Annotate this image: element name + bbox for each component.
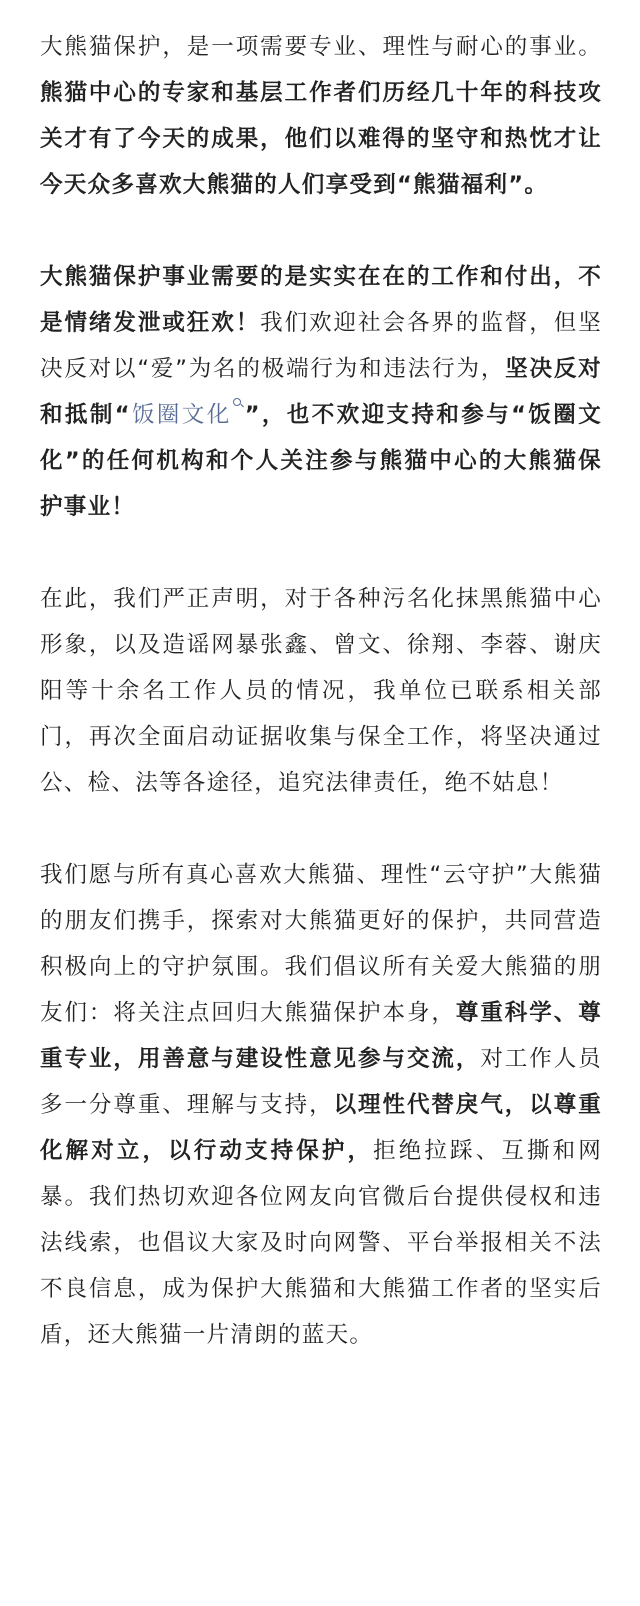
paragraph-4-text: 我们愿与所有真心喜欢大熊猫、理性“云守护”大熊猫的朋友们携手，探索对大熊猫更好的保护，共同营造积极向上的守护氛围。我们倡议所有关爱大熊猫的朋友们：将关注点回归大熊猫保护本身， bbox=[40, 862, 602, 1026]
paragraph-2-bold-lead: 大熊猫保护事业需要的是实实在在的工作和付出，不是情绪发泄或狂欢！ bbox=[40, 264, 602, 336]
paragraph-4-bold-2: 以理性代替戾气，以尊重化解对立，以行动支持保护， bbox=[40, 1092, 602, 1164]
paragraph-3-text: 在此，我们严正声明，对于各种污名化抹黑熊猫中心形象，以及造谣网暴张鑫、曾文、徐翔、李蓉、谢庆阳等十余名工作人员的情况，我单位已联系相关部门，再次全面启动证据收集与保全工作，将坚决通过公、检、法等各途径，追究法律责任，绝不姑息！ bbox=[40, 586, 602, 796]
fan-culture-search-link[interactable] bbox=[131, 402, 245, 428]
paragraph-1 bbox=[40, 24, 602, 208]
paragraph-4-text-2: 对工作人员多一分尊重、理解与支持， bbox=[40, 1046, 602, 1118]
paragraph-2 bbox=[40, 254, 602, 530]
paragraph-2-text: 我们欢迎社会各界的监督，但坚决反对以“爱”为名的极端行为和违法行为， bbox=[40, 310, 602, 382]
paragraph-4-bold-1: 尊重科学、尊重专业，用善意与建设性意见参与交流， bbox=[40, 1000, 602, 1072]
open-quote: “ bbox=[114, 402, 131, 428]
paragraph-1-bold-text: 熊猫中心的专家和基层工作者们历经几十年的科技攻关才有了今天的成果，他们以难得的坚守和热忱才让今天众多喜欢大熊猫的人们享受到“熊猫福利”。 bbox=[40, 80, 602, 198]
paragraph-4 bbox=[40, 852, 602, 1358]
fan-culture-link-label[interactable]: 饭圈文化 bbox=[130, 402, 232, 428]
search-icon[interactable] bbox=[233, 398, 243, 410]
paragraph-4-text-3: 拒绝拉踩、互撕和网暴。我们热切欢迎各位网友向官微后台提供侵权和违法线索，也倡议大家及时向网警、平台举报相关不法不良信息，成为保护大熊猫和大熊猫工作者的坚实后盾，还大熊猫一片清朗的蓝天。 bbox=[40, 1138, 602, 1348]
paragraph-1-text: 大熊猫保护，是一项需要专业、理性与耐心的事业。 bbox=[40, 34, 602, 60]
paragraph-3 bbox=[40, 576, 602, 806]
paragraph-2-bold-tail: ”，也不欢迎支持和参与“饭圈文化”的任何机构和个人关注参与熊猫中心的大熊猫保护事业！ bbox=[40, 402, 603, 520]
paragraph-2-bold-text: 坚决反对和抵制 bbox=[40, 356, 602, 428]
